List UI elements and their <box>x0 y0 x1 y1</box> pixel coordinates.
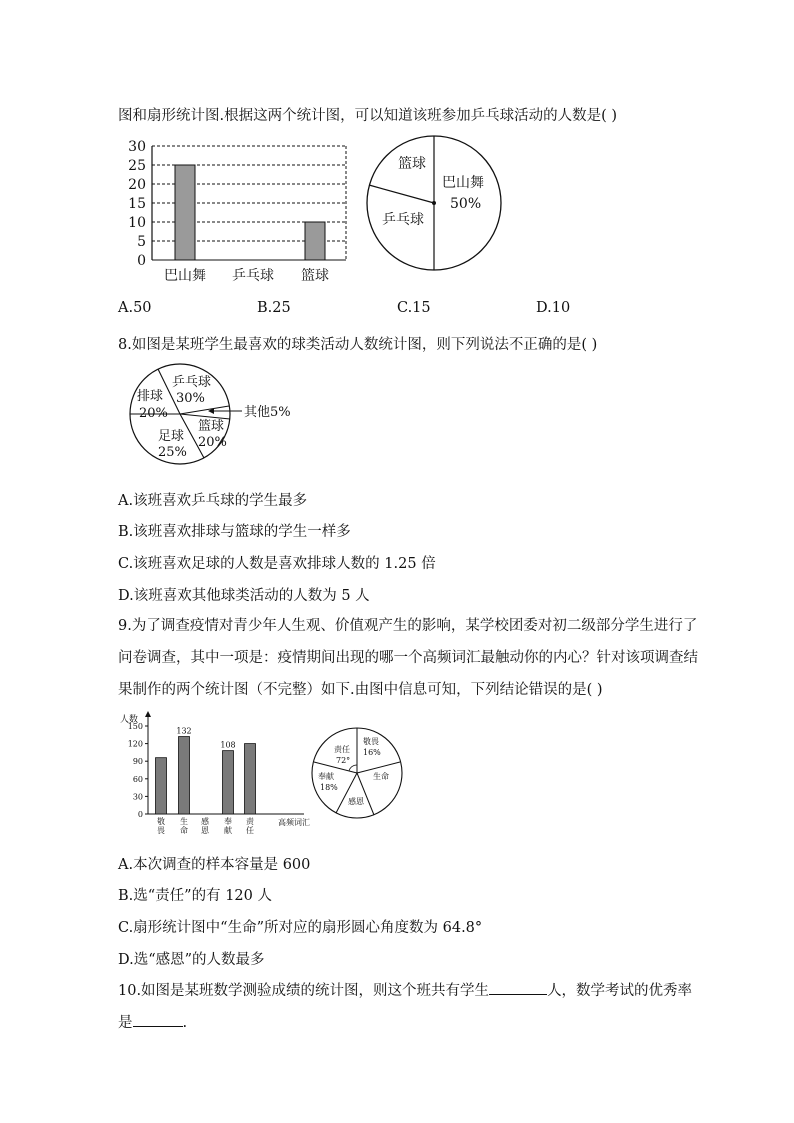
q8-slice-basketball-name: 篮球 <box>198 419 225 434</box>
q9-pie-chart <box>310 726 410 822</box>
q9-bar <box>245 744 256 814</box>
q9-pie-divider-3 <box>357 773 374 815</box>
q9-data-label: 108 <box>220 740 236 750</box>
q7-ytick-label: 20 <box>128 177 146 193</box>
q7-pie-label-pingpong: 乒乓球 <box>382 212 424 228</box>
q7-xcat-label: 乒乓球 <box>232 268 274 284</box>
q7-option-a: A.50 <box>118 300 152 316</box>
q8-pie-divider-4 <box>180 406 229 414</box>
q8-slice-basketball-pct: 20% <box>198 435 227 450</box>
q8-option-a: A.该班喜欢乒乓球的学生最多 <box>118 493 308 509</box>
q9-ytick-label: 30 <box>132 792 143 802</box>
q9-pie-fengxian-pct: 18% <box>320 783 338 792</box>
q8-slice-pingpong-pct: 30% <box>176 391 205 406</box>
q9-bar <box>156 758 167 814</box>
q9-stem-line-2: 问卷调查，其中一项是：疫情期间出现的哪一个高频词汇最触动你的内心？针对该项调查结 <box>118 650 698 666</box>
q9-option-d: D.选“感恩”的人数最多 <box>118 952 265 968</box>
q8-option-b: B.该班喜欢排球与篮球的学生一样多 <box>118 524 351 540</box>
q9-pie-zeren: 责任 <box>334 745 350 754</box>
q9-ytick-label: 150 <box>127 722 143 731</box>
q7-bar-chart <box>118 138 358 288</box>
q9-pie-zeren-angle: 72° <box>336 756 351 765</box>
q10-text-4: . <box>182 1015 188 1031</box>
q7-pie-label-bashanwu: 巴山舞 <box>442 175 484 191</box>
q10-blank-students[interactable] <box>489 980 547 995</box>
q8-option-c: C.该班喜欢足球的人数是喜欢排球人数的 1.25 倍 <box>118 556 436 572</box>
q8-pie-chart <box>128 362 308 470</box>
q7-stem: 图和扇形统计图.根据这两个统计图，可以知道该班参加乒乓球活动的人数是( ) <box>118 108 618 124</box>
q9-xcat-char: 献 <box>224 826 232 835</box>
q7-ytick-label: 5 <box>137 234 146 250</box>
q7-xcat-label: 巴山舞 <box>164 268 206 284</box>
q8-stem: 8.如图是某班学生最喜欢的球类活动人数统计图，则下列说法不正确的是( ) <box>118 337 598 353</box>
q9-stem-line-1: 9.为了调查疫情对青少年人生观、价值观产生的影响，某学校团委对初二级部分学生进行了 <box>118 618 698 634</box>
q9-xcat-char: 畏 <box>157 826 165 835</box>
q9-xcat-char: 责 <box>246 817 254 826</box>
q7-xcat-label: 篮球 <box>301 268 329 284</box>
q10-text-1: 10.如图是某班数学测验成绩的统计图，则这个班共有学生 <box>118 983 490 999</box>
q10-line-1 <box>118 979 692 1000</box>
q9-x-axis-label: 高频词汇 <box>278 818 310 827</box>
q9-data-label: 132 <box>176 726 192 736</box>
q8-slice-volleyball-pct: 20% <box>139 406 168 421</box>
q9-xcat-char: 恩 <box>201 826 209 835</box>
q9-xcat-char: 命 <box>180 826 188 835</box>
q10-line-2 <box>118 1011 187 1032</box>
q9-bar <box>223 751 234 814</box>
q9-xcat-char: 感 <box>201 817 209 826</box>
q7-pie-center <box>432 201 436 205</box>
q7-option-d: D.10 <box>536 300 571 316</box>
q9-ytick-label: 120 <box>127 739 143 749</box>
q9-bar-chart <box>118 708 318 838</box>
q7-option-b: B.25 <box>257 300 291 316</box>
q7-pie-chart <box>362 132 512 274</box>
q7-pie-label-basketball: 篮球 <box>398 156 426 172</box>
q9-bar <box>179 737 190 814</box>
q10-text-3: 是 <box>118 1015 133 1031</box>
q9-xcat-char: 敬 <box>157 817 165 826</box>
q7-ytick-label: 10 <box>128 215 146 231</box>
q7-ytick-label: 15 <box>128 196 146 212</box>
q9-pie-shengming: 生命 <box>373 772 389 781</box>
q9-y-axis-label: 人数 <box>120 715 139 725</box>
q9-ytick-label: 90 <box>132 757 143 767</box>
q10-blank-rate[interactable] <box>133 1012 183 1027</box>
q9-pie-fengxian: 奉献 <box>318 772 334 781</box>
q9-option-b: B.选“责任”的有 120 人 <box>118 888 272 904</box>
q9-ytick-label: 60 <box>132 774 143 784</box>
q9-xcat-char: 奉 <box>224 817 232 826</box>
q7-ytick-label: 30 <box>128 139 146 155</box>
q9-option-a: A.本次调查的样本容量是 600 <box>118 857 311 873</box>
q9-ytick-label: 0 <box>137 810 143 819</box>
q9-y-axis-arrow <box>145 711 151 717</box>
q9-pie-jingwei-pct: 16% <box>363 748 381 757</box>
q7-ytick-label: 0 <box>137 253 146 269</box>
q7-ytick-label: 25 <box>128 158 146 174</box>
q8-slice-pingpong-name: 乒乓球 <box>172 375 212 390</box>
q9-pie-jingwei: 敬畏 <box>363 737 379 746</box>
q8-option-d: D.该班喜欢其他球类活动的人数为 5 人 <box>118 588 370 604</box>
q7-option-c: C.15 <box>397 300 431 316</box>
q9-pie-divider-4 <box>336 773 357 813</box>
q8-slice-volleyball-name: 排球 <box>137 389 164 404</box>
q9-stem-line-3: 果制作的两个统计图（不完整）如下.由图中信息可知，下列结论错误的是( ) <box>118 682 603 698</box>
q10-text-2: 人，数学考试的优秀率 <box>547 983 693 999</box>
q9-xcat-char: 任 <box>246 826 254 835</box>
q8-other-label: 其他5% <box>244 405 291 420</box>
q7-bar <box>305 222 325 260</box>
q9-xcat-char: 生 <box>180 817 188 826</box>
q7-pie-divider-2 <box>369 185 434 203</box>
q9-angle-mark <box>349 765 357 771</box>
q9-option-c: C.扇形统计图中“生命”所对应的扇形圆心角度数为 64.8° <box>118 920 483 936</box>
q7-bar <box>175 165 195 260</box>
q8-slice-football-pct: 25% <box>158 445 187 460</box>
q9-pie-ganen: 感恩 <box>348 797 364 806</box>
q8-slice-football-name: 足球 <box>158 429 185 444</box>
q7-pie-pct-bashanwu: 50% <box>450 196 482 212</box>
